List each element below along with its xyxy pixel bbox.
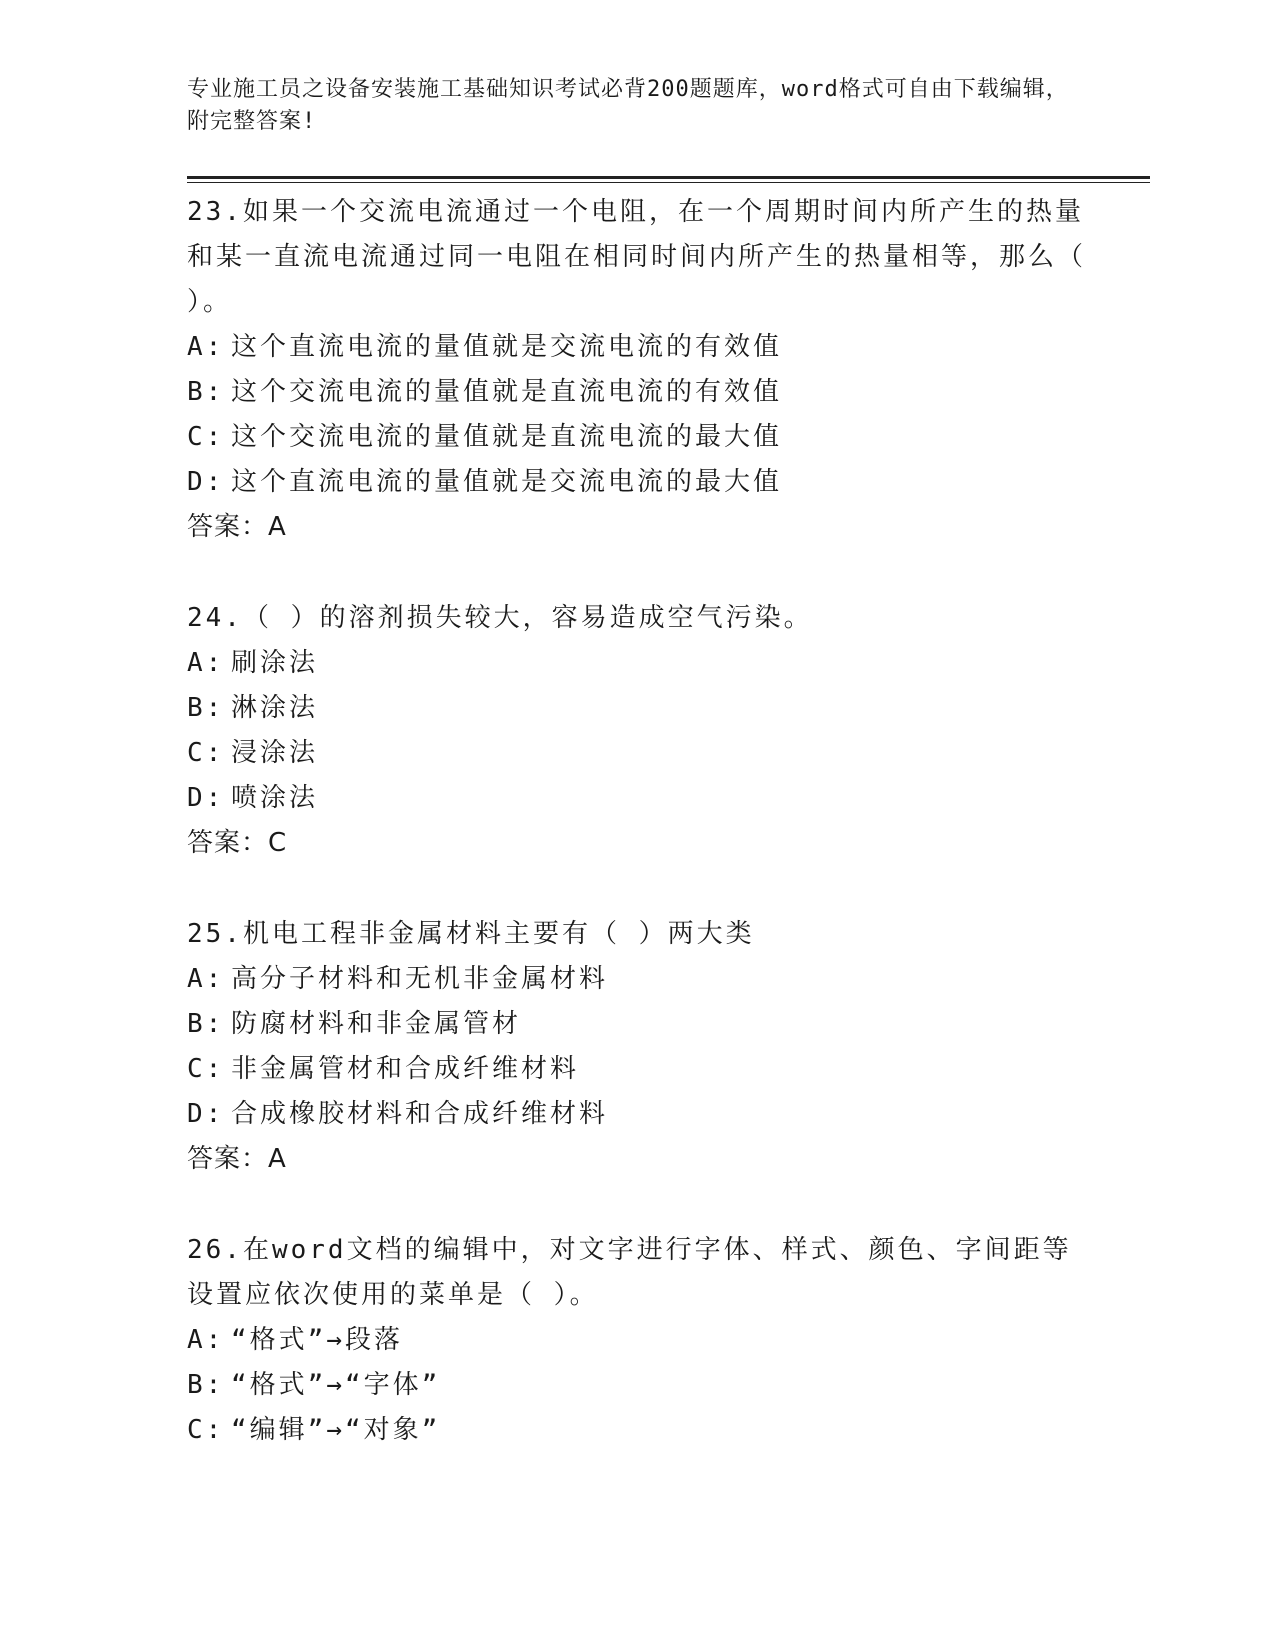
answer-text: 答案：A — [187, 512, 287, 542]
header-divider-thin — [187, 182, 1150, 183]
option-b — [187, 370, 1087, 415]
question-26 — [187, 1228, 1087, 1453]
document-header — [187, 74, 1087, 138]
option-b — [187, 1002, 1087, 1047]
option-text: 淋涂法 — [231, 693, 319, 723]
option-text: 喷涂法 — [231, 783, 319, 813]
option-c — [187, 1047, 1087, 1092]
option-text: 防腐材料和非金属管材 — [231, 1009, 522, 1039]
question-23 — [187, 190, 1087, 550]
option-key: D: — [187, 467, 225, 497]
option-d — [187, 460, 1087, 505]
option-b — [187, 686, 1087, 731]
option-a — [187, 1318, 1087, 1363]
option-c — [187, 1408, 1087, 1453]
option-key: C: — [187, 738, 225, 768]
option-key: D: — [187, 1099, 225, 1129]
question-text: 24.（ ）的溶剂损失较大，容易造成空气污染。 — [187, 603, 813, 633]
option-d — [187, 1092, 1087, 1137]
option-key: A: — [187, 1325, 225, 1355]
option-key: C: — [187, 1415, 225, 1445]
option-c — [187, 415, 1087, 460]
option-key: B: — [187, 693, 225, 723]
option-key: A: — [187, 964, 225, 994]
question-text: 23.如果一个交流电流通过一个电阻，在一个周期时间内所产生的热量和某一直流电流通过同一电阻在相同时间内所产生的热量相等，那么（ ）。 — [187, 197, 1087, 317]
option-text: “格式”→“字体” — [231, 1370, 441, 1400]
option-text: 合成橡胶材料和合成纤维材料 — [231, 1099, 609, 1129]
option-a — [187, 325, 1087, 370]
option-text: 这个直流电流的量值就是交流电流的有效值 — [231, 332, 783, 362]
header-title: 专业施工员之设备安装施工基础知识考试必背200题题库，word格式可自由下载编辑，附完整答案! — [187, 77, 1069, 134]
option-text: “编辑”→“对象” — [231, 1415, 441, 1445]
question-text: 26.在word文档的编辑中，对文字进行字体、样式、颜色、字间距等设置应依次使用的菜单是（ ）。 — [187, 1235, 1072, 1310]
option-text: 非金属管材和合成纤维材料 — [231, 1054, 580, 1084]
option-a — [187, 641, 1087, 686]
option-text: 这个直流电流的量值就是交流电流的最大值 — [231, 467, 783, 497]
option-c — [187, 731, 1087, 776]
option-key: C: — [187, 1054, 225, 1084]
option-text: 这个交流电流的量值就是直流电流的最大值 — [231, 422, 783, 452]
option-text: “格式”→段落 — [231, 1325, 403, 1355]
option-text: 刷涂法 — [231, 648, 319, 678]
option-key: A: — [187, 648, 225, 678]
option-key: C: — [187, 422, 225, 452]
option-key: D: — [187, 783, 225, 813]
option-a — [187, 957, 1087, 1002]
option-text: 高分子材料和无机非金属材料 — [231, 964, 609, 994]
question-24 — [187, 596, 1087, 866]
option-d — [187, 776, 1087, 821]
question-text: 25.机电工程非金属材料主要有（ ）两大类 — [187, 919, 755, 949]
option-key: A: — [187, 332, 225, 362]
question-list — [187, 190, 1087, 1499]
option-key: B: — [187, 377, 225, 407]
option-key: B: — [187, 1370, 225, 1400]
answer-text: 答案：C — [187, 828, 288, 858]
question-25 — [187, 912, 1087, 1182]
option-key: B: — [187, 1009, 225, 1039]
answer-text: 答案：A — [187, 1144, 287, 1174]
header-divider-thick — [187, 176, 1150, 179]
option-text: 浸涂法 — [231, 738, 319, 768]
option-text: 这个交流电流的量值就是直流电流的有效值 — [231, 377, 783, 407]
option-b — [187, 1363, 1087, 1408]
